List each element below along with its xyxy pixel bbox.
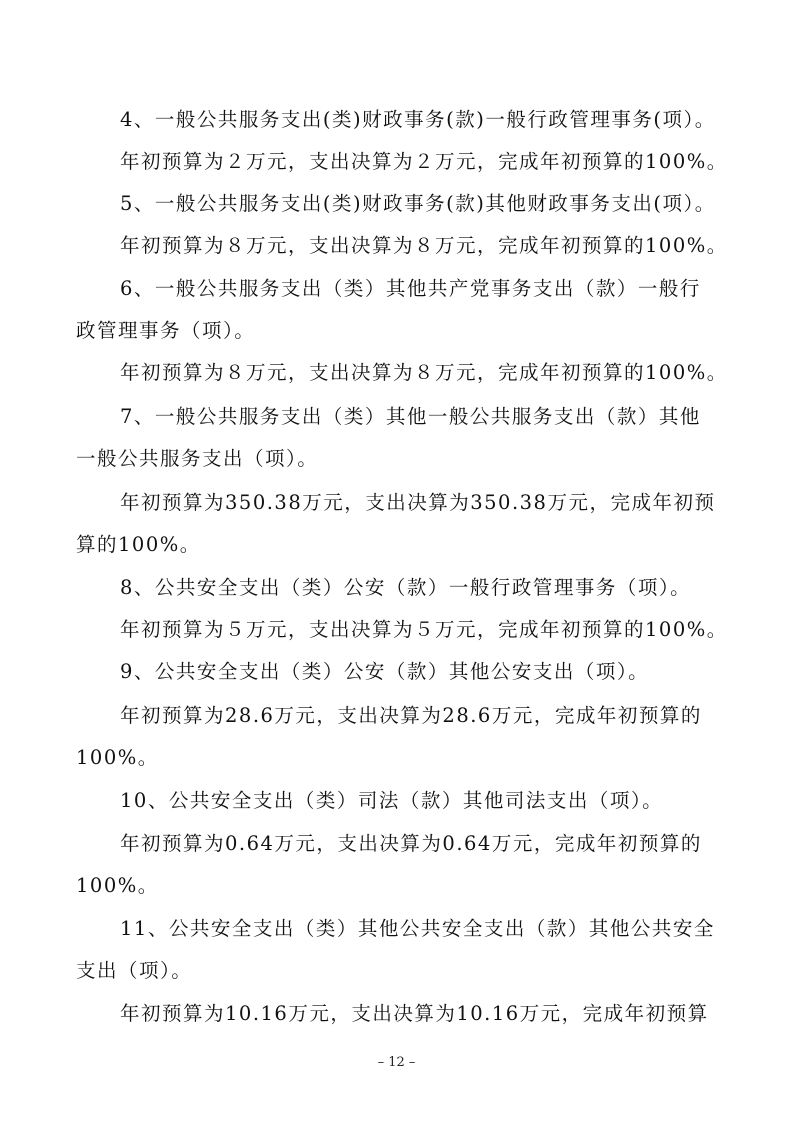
paragraph-item-7-heading-line2: 一般公共服务支出（项）。 xyxy=(76,447,319,470)
paragraph-item-6-heading-line1: 6、一般公共服务支出（类）其他共产党事务支出（款）一般行 xyxy=(120,277,701,300)
paragraph-item-5-budget: 年初预算为８万元，支出决算为８万元，完成年初预算的100%。 xyxy=(120,234,728,257)
paragraph-item-11-heading-line1: 11、公共安全支出（类）其他公共安全支出（款）其他公共安全 xyxy=(120,917,715,940)
paragraph-item-9-budget-line2: 100%。 xyxy=(76,746,159,769)
paragraph-item-10-heading: 10、公共安全支出（类）司法（款）其他司法支出（项）。 xyxy=(120,789,664,812)
paragraph-item-9-heading: 9、公共安全支出（类）公安（款）其他公安支出（项）。 xyxy=(120,660,650,683)
paragraph-item-11-budget: 年初预算为10.16万元，支出决算为10.16万元，完成年初预算 xyxy=(120,1002,709,1025)
paragraph-item-8-heading: 8、公共安全支出（类）公安（款）一般行政管理事务（项）。 xyxy=(120,576,692,599)
paragraph-item-4-heading: 4、一般公共服务支出(类)财政事务(款)一般行政管理事务(项）。 xyxy=(120,108,716,131)
paragraph-item-4-budget: 年初预算为２万元，支出决算为２万元，完成年初预算的100%。 xyxy=(120,150,728,173)
paragraph-item-5-heading: 5、一般公共服务支出(类)财政事务(款)其他财政事务支出(项）。 xyxy=(120,192,716,215)
paragraph-item-11-heading-line2: 支出（项）。 xyxy=(76,959,193,982)
paragraph-item-9-budget-line1: 年初预算为28.6万元，支出决算为28.6万元，完成年初预算的 xyxy=(120,704,702,727)
paragraph-item-10-budget-line1: 年初预算为0.64万元，支出决算为0.64万元，完成年初预算的 xyxy=(120,832,702,855)
paragraph-item-6-budget: 年初预算为８万元，支出决算为８万元，完成年初预算的100%。 xyxy=(120,361,728,384)
paragraph-item-8-budget: 年初预算为５万元，支出决算为５万元，完成年初预算的100%。 xyxy=(120,618,728,641)
paragraph-item-7-budget-line1: 年初预算为350.38万元，支出决算为350.38万元，完成年初预 xyxy=(120,491,716,514)
paragraph-item-10-budget-line2: 100%。 xyxy=(76,874,159,897)
paragraph-item-7-heading-line1: 7、一般公共服务支出（类）其他一般公共服务支出（款）其他 xyxy=(120,405,701,428)
paragraph-item-7-budget-line2: 算的100%。 xyxy=(76,533,201,556)
paragraph-item-6-heading-line2: 政管理事务（项）。 xyxy=(76,319,256,342)
page-number: – 12 – xyxy=(377,1055,416,1070)
